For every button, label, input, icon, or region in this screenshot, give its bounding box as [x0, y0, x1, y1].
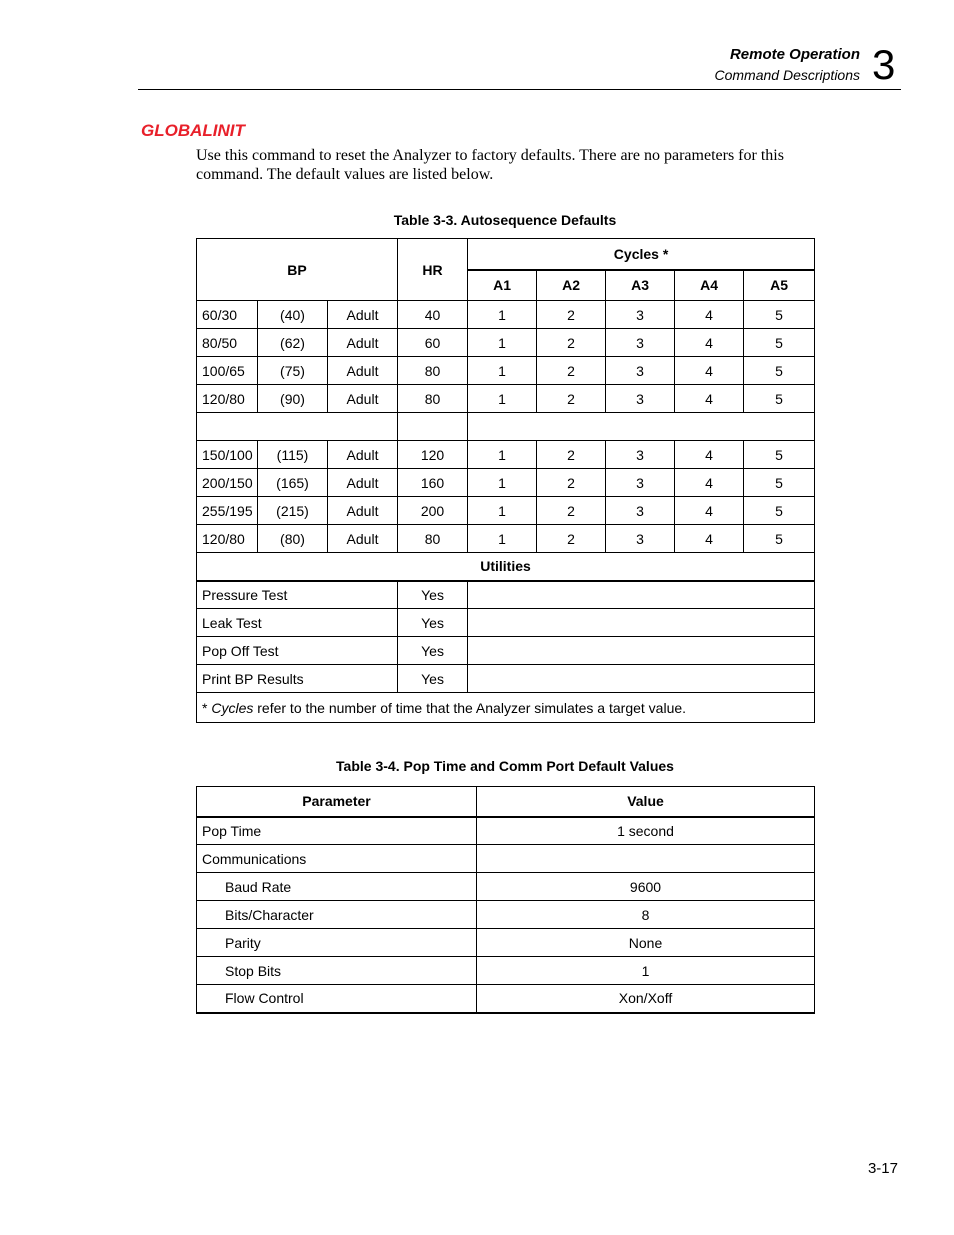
- utility-value: Yes: [398, 665, 468, 693]
- value-header: Value: [477, 787, 815, 817]
- table-cell: 2: [537, 301, 606, 329]
- utility-row: [197, 581, 815, 609]
- table-cell: 4: [675, 385, 744, 413]
- table-cell: (90): [258, 385, 328, 413]
- table-cell: 5: [744, 525, 815, 553]
- table-cell: Adult: [328, 497, 398, 525]
- table-cell: 3: [606, 301, 675, 329]
- table-cell: 5: [744, 497, 815, 525]
- table-cell: (115): [258, 441, 328, 469]
- utility-name: Pressure Test: [197, 581, 398, 609]
- table-cell: 200/150: [197, 469, 258, 497]
- table-cell: 3: [606, 329, 675, 357]
- a4-header: A4: [675, 270, 744, 301]
- value-cell: Xon/Xoff: [477, 985, 815, 1013]
- utility-empty-cell: [468, 665, 815, 693]
- table-row: [197, 497, 815, 525]
- table-cell: 1: [468, 469, 537, 497]
- table-cell: 4: [675, 357, 744, 385]
- parameter-cell: Parity: [197, 929, 477, 957]
- table-cell: 150/100: [197, 441, 258, 469]
- table-cell: 2: [537, 525, 606, 553]
- table-cell: 5: [744, 469, 815, 497]
- value-cell: 8: [477, 901, 815, 929]
- table-cell: (40): [258, 301, 328, 329]
- table-cell: 3: [606, 525, 675, 553]
- table-cell: (165): [258, 469, 328, 497]
- table-cell: 1: [468, 357, 537, 385]
- intro-paragraph: Use this command to reset the Analyzer to factory defaults. There are no parameters for this command. The default values are listed below.: [196, 147, 784, 183]
- table-row: [197, 525, 815, 553]
- table-cell: 120/80: [197, 385, 258, 413]
- table-cell: 2: [537, 329, 606, 357]
- table-cell: 255/195: [197, 497, 258, 525]
- utility-name: Leak Test: [197, 609, 398, 637]
- table-cell: 5: [744, 329, 815, 357]
- a1-header: A1: [468, 270, 537, 301]
- table-cell: 5: [744, 441, 815, 469]
- value-cell: None: [477, 929, 815, 957]
- table-row: [197, 929, 815, 957]
- table1-header-row: [197, 239, 815, 270]
- table-cell: 4: [675, 329, 744, 357]
- table-cell: 4: [675, 469, 744, 497]
- utility-empty-cell: [468, 637, 815, 665]
- table-cell: 5: [744, 385, 815, 413]
- parameter-cell: Communications: [197, 845, 477, 873]
- parameter-header: Parameter: [197, 787, 477, 817]
- table-cell: 100/65: [197, 357, 258, 385]
- table-row: [197, 301, 815, 329]
- pop-time-table: [196, 786, 815, 1014]
- table-cell: (80): [258, 525, 328, 553]
- header-rule: [138, 89, 901, 90]
- utility-value: Yes: [398, 609, 468, 637]
- table-cell: 60: [398, 329, 468, 357]
- table2-rows: [197, 817, 815, 1013]
- table-cell: 4: [675, 525, 744, 553]
- table-cell: 1: [468, 525, 537, 553]
- table-cell: 2: [537, 497, 606, 525]
- value-cell: [477, 845, 815, 873]
- chapter-title: Remote Operation: [729, 46, 860, 63]
- section-title: GLOBALINIT: [141, 121, 245, 140]
- utility-row: [197, 637, 815, 665]
- table-cell: (62): [258, 329, 328, 357]
- table-cell: 60/30: [197, 301, 258, 329]
- table1-blank-row: [197, 413, 815, 441]
- table-cell: 3: [606, 497, 675, 525]
- table-cell: 2: [537, 357, 606, 385]
- table2-caption: Table 3-4. Pop Time and Comm Port Default Values: [336, 758, 674, 774]
- utilities-row: [197, 553, 815, 581]
- table-cell: 80: [398, 525, 468, 553]
- value-cell: 1: [477, 957, 815, 985]
- chapter-number: 3: [872, 41, 896, 88]
- table-row: [197, 357, 815, 385]
- table-cell: (75): [258, 357, 328, 385]
- utility-empty-cell: [468, 609, 815, 637]
- table-cell: 3: [606, 469, 675, 497]
- utilities-header: Utilities: [197, 553, 815, 581]
- page-number: 3-17: [867, 1160, 898, 1177]
- table-cell: 3: [606, 441, 675, 469]
- table-cell: Adult: [328, 441, 398, 469]
- table-cell: 1: [468, 385, 537, 413]
- table1-footnote: * Cycles refer to the number of time that the Analyzer simulates a target value.: [197, 693, 815, 723]
- utility-empty-cell: [468, 581, 815, 609]
- table-cell: 3: [606, 385, 675, 413]
- autosequence-table: [196, 238, 815, 723]
- table-cell: 2: [537, 469, 606, 497]
- table-cell: 120: [398, 441, 468, 469]
- table-cell: 1: [468, 329, 537, 357]
- table-cell: 80/50: [197, 329, 258, 357]
- parameter-cell: Baud Rate: [197, 873, 477, 901]
- parameter-cell: Bits/Character: [197, 901, 477, 929]
- table-cell: 1: [468, 301, 537, 329]
- value-cell: 9600: [477, 873, 815, 901]
- table-row: [197, 441, 815, 469]
- utility-name: Print BP Results: [197, 665, 398, 693]
- table-row: [197, 873, 815, 901]
- table-row: [197, 901, 815, 929]
- table-cell: 5: [744, 357, 815, 385]
- utility-value: Yes: [398, 637, 468, 665]
- table-row: [197, 817, 815, 845]
- table-cell: 1: [468, 497, 537, 525]
- table-row: [197, 985, 815, 1013]
- table-cell: 80: [398, 385, 468, 413]
- table-cell: 2: [537, 385, 606, 413]
- utility-name: Pop Off Test: [197, 637, 398, 665]
- bp-header: BP: [197, 239, 398, 301]
- utility-value: Yes: [398, 581, 468, 609]
- table-cell: 5: [744, 301, 815, 329]
- table-cell: Adult: [328, 301, 398, 329]
- table1-caption: Table 3-3. Autosequence Defaults: [393, 212, 617, 228]
- table-cell: 40: [398, 301, 468, 329]
- table-cell: 4: [675, 301, 744, 329]
- table1-lower-rows: [197, 441, 815, 553]
- table-cell: 2: [537, 441, 606, 469]
- utility-row: [197, 609, 815, 637]
- table-row: [197, 845, 815, 873]
- table-row: [197, 329, 815, 357]
- utility-row: [197, 665, 815, 693]
- section-subtitle: Command Descriptions: [714, 67, 860, 83]
- hr-header: HR: [398, 239, 468, 301]
- table-cell: Adult: [328, 329, 398, 357]
- table-cell: 4: [675, 441, 744, 469]
- table-row: [197, 385, 815, 413]
- cycles-header: Cycles *: [468, 239, 815, 270]
- table2-header-row: [197, 787, 815, 817]
- a3-header: A3: [606, 270, 675, 301]
- table-cell: 1: [468, 441, 537, 469]
- table-cell: 120/80: [197, 525, 258, 553]
- parameter-cell: Flow Control: [197, 985, 477, 1013]
- table-cell: 200: [398, 497, 468, 525]
- utilities-rows: [197, 581, 815, 693]
- table-cell: Adult: [328, 469, 398, 497]
- table-cell: (215): [258, 497, 328, 525]
- table-cell: Adult: [328, 357, 398, 385]
- table-row: [197, 957, 815, 985]
- table1-upper-rows: [197, 301, 815, 413]
- a5-header: A5: [744, 270, 815, 301]
- parameter-cell: Stop Bits: [197, 957, 477, 985]
- table-cell: 3: [606, 357, 675, 385]
- a2-header: A2: [537, 270, 606, 301]
- table-cell: Adult: [328, 385, 398, 413]
- table-cell: 80: [398, 357, 468, 385]
- table-row: [197, 469, 815, 497]
- table-cell: Adult: [328, 525, 398, 553]
- table1-footnote-row: [197, 693, 815, 723]
- table-cell: 160: [398, 469, 468, 497]
- table-cell: 4: [675, 497, 744, 525]
- parameter-cell: Pop Time: [197, 817, 477, 845]
- value-cell: 1 second: [477, 817, 815, 845]
